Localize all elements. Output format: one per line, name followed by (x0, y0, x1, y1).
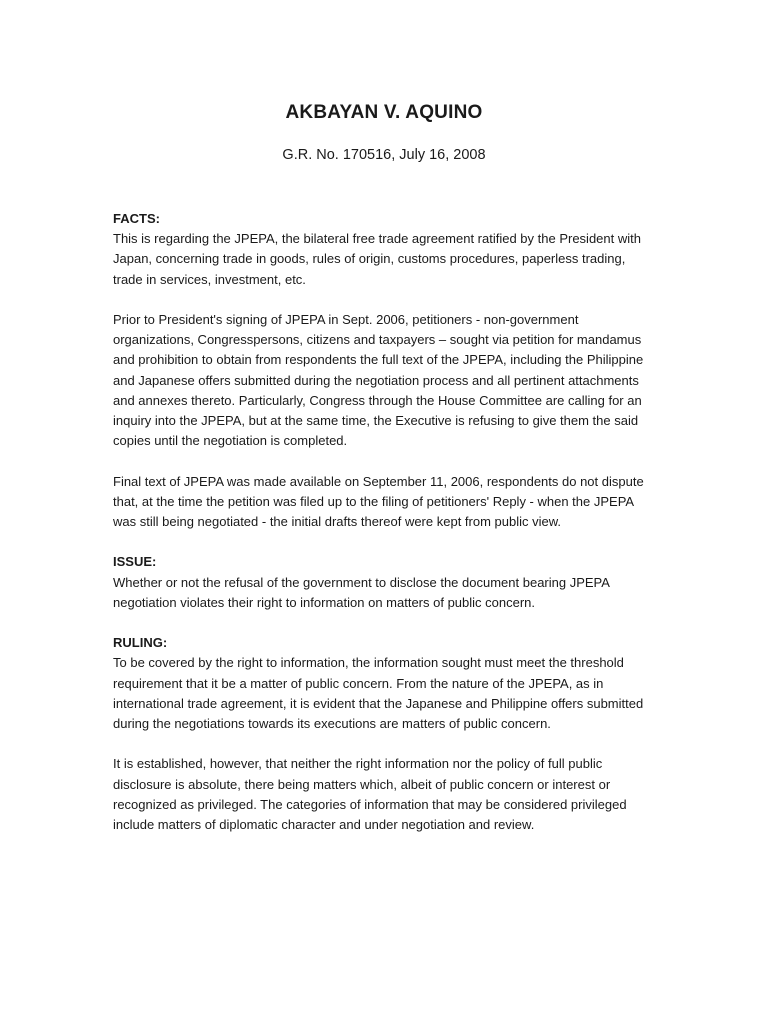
case-title: AKBAYAN V. AQUINO (285, 102, 483, 123)
issue-paragraph: Whether or not the refusal of the government to disclose the document bearing JPEPA negotiation violates their right to information on matters of public concern. (113, 574, 610, 610)
facts-paragraph-3: Final text of JPEPA was made available on September 11, 2006, respondents do not dispute that, at the time the petition was filed up to the filing of petitioners' Reply - when the JPEPA was still being negotiated - the initial drafts thereof were kept from public view. (113, 473, 644, 530)
case-body (113, 209, 653, 835)
ruling-paragraph-2: It is established, however, that neither the right information nor the policy of full public disclosure is absolute, there being matters which, albeit of public concern or interest or recognized as privileged. The categories of information that may be considered privileged include matters of diplomatic character and under negotiation and review. (113, 756, 627, 833)
facts-paragraph-1: This is regarding the JPEPA, the bilateral free trade agreement ratified by the President with Japan, concerning trade in goods, rules of origin, customs procedures, paperless trading, trade in services, investment, etc. (113, 231, 641, 287)
facts-paragraph-2: Prior to President's signing of JPEPA in Sept. 2006, petitioners - non-government organizations, Congresspersons, citizens and taxpayers – sought via petition for mandamus and prohibition to obtain from respondents the full text of the JPEPA, including the Philippine and Japanese offers submitted during the negotiation process and all pertinent attachments and annexes thereto. Particularly, Congress through the House Committee are calling for an inquiry into the JPEPA, but at the same time, the Executive is refusing to give them the said copies until the negotiation is completed. (113, 312, 644, 449)
ruling-paragraph-1: To be covered by the right to information, the information sought must meet the threshold requirement that it be a matter of public concern. From the nature of the JPEPA, as in international trade agreement, it is evident that the Japanese and Philippine offers submitted during the negotiations towards its executions are matters of public concern. (113, 655, 644, 732)
issue-heading: ISSUE: (113, 554, 157, 570)
facts-heading: FACTS: (113, 211, 160, 226)
case-citation: G.R. No. 170516, July 16, 2008 (282, 147, 486, 163)
ruling-heading: RULING: (113, 635, 168, 651)
